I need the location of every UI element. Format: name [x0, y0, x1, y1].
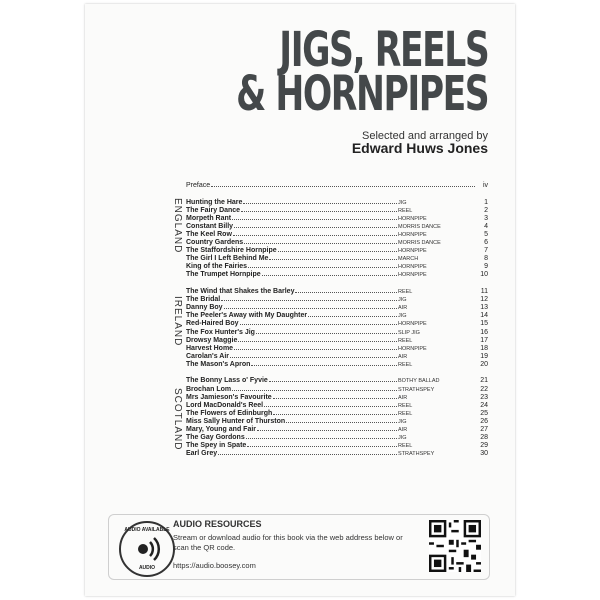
toc-page: 27 [480, 426, 488, 434]
toc-title: Carolan's Air [186, 352, 230, 360]
toc-page: 22 [480, 385, 488, 393]
badge-top-text: AUDIO AVAILABLE [124, 527, 170, 533]
toc-row [186, 223, 488, 231]
toc-title: The Keel Row [186, 230, 232, 238]
toc-type: MORRIS DANCE [398, 240, 441, 247]
toc-page: 25 [480, 409, 488, 417]
toc-type: REEL [398, 410, 413, 417]
toc-title: Mary, Young and Fair [186, 426, 257, 434]
book-title-line2: & HORNPIPES [235, 66, 488, 122]
toc-title: Lord MacDonald's Reel [186, 401, 264, 409]
toc-page: 18 [480, 344, 488, 352]
toc-title: Mrs Jamieson's Favourite [186, 393, 272, 401]
toc-page: 4 [484, 222, 488, 230]
toc-leader [269, 381, 397, 382]
toc-leader [248, 267, 397, 268]
audio-heading: AUDIO RESOURCES [173, 519, 262, 529]
toc-title: The Spey in Spate [186, 442, 247, 450]
toc-row [186, 263, 488, 271]
toc-title: The Trumpet Hornpipe [186, 271, 261, 279]
toc-leader [241, 211, 397, 212]
toc-leader [269, 259, 397, 260]
toc-type: HORNPIPE [398, 321, 427, 328]
toc-row [186, 426, 488, 434]
toc-leader [273, 398, 397, 399]
toc-title: The Mason's Apron [186, 360, 251, 368]
toc-type: HORNPIPE [398, 272, 427, 279]
toc-type: JIG [398, 418, 407, 425]
toc-type: HORNPIPE [398, 345, 427, 352]
toc-title: The Wind that Shakes the Barley [186, 288, 295, 296]
toc-row [186, 312, 488, 320]
toc-leader [234, 227, 397, 228]
toc-type: HORNPIPE [398, 215, 427, 222]
toc-type: REEL [398, 443, 413, 450]
toc-type: HORNPIPE [398, 264, 427, 271]
toc-type: SLIP JIG [398, 329, 420, 336]
toc-page: 9 [484, 263, 488, 271]
table-of-contents [186, 182, 488, 458]
toc-row [186, 434, 488, 442]
toc-page: 14 [480, 312, 488, 320]
toc-type: AIR [398, 353, 408, 360]
toc-leader [262, 275, 397, 276]
toc-row [186, 271, 488, 279]
toc-type: MORRIS DANCE [398, 223, 441, 230]
toc-row [186, 377, 488, 385]
toc-title: Country Gardens [186, 239, 244, 247]
toc-type: REEL [398, 402, 413, 409]
toc-title: The Staffordshire Hornpipe [186, 247, 277, 255]
toc-row [186, 247, 488, 255]
toc-title: Harvest Home [186, 344, 234, 352]
toc-title: Drowsy Maggie [186, 336, 238, 344]
toc-page: 17 [480, 336, 488, 344]
toc-type: REEL [398, 289, 413, 296]
toc-type: JIG [398, 199, 407, 206]
toc-title: King of the Fairies [186, 263, 248, 271]
toc-type: JIG [398, 297, 407, 304]
toc-page: 30 [480, 450, 488, 458]
toc-leader [233, 235, 397, 236]
toc-type: BOTHY BALLAD [398, 378, 440, 385]
toc-leader [232, 390, 397, 391]
audio-available-badge [119, 521, 175, 577]
toc-title: The Girl I Left Behind Me [186, 255, 269, 263]
toc-leader [218, 454, 397, 455]
toc-leader [278, 251, 397, 252]
toc-leader [224, 308, 397, 309]
audio-url-link[interactable]: https://audio.boosey.com [173, 561, 256, 570]
toc-row [186, 239, 488, 247]
toc-page: 24 [480, 401, 488, 409]
toc-leader [273, 414, 397, 415]
toc-page: 15 [480, 320, 488, 328]
toc-title: The Fairy Dance [186, 206, 241, 214]
toc-page: 12 [480, 296, 488, 304]
toc-row [186, 361, 488, 369]
toc-leader [257, 430, 397, 431]
toc-row [186, 450, 488, 458]
toc-title: The Bonny Lass o' Fyvie [186, 377, 268, 385]
toc-page: 3 [484, 214, 488, 222]
toc-section-england [186, 199, 488, 280]
toc-leader [286, 422, 397, 423]
toc-page: 23 [480, 393, 488, 401]
toc-title: Red-Haired Boy [186, 320, 239, 328]
toc-title: Hunting the Hare [186, 198, 243, 206]
toc-type: HORNPIPE [398, 248, 427, 255]
toc-title: Earl Grey [186, 450, 218, 458]
toc-section-ireland [186, 288, 488, 369]
toc-title: Brochan Lom [186, 385, 232, 393]
toc-row [186, 418, 488, 426]
toc-title: Danny Boy [186, 304, 223, 312]
toc-row [186, 207, 488, 215]
audio-resources-box [108, 514, 490, 580]
toc-leader [295, 292, 397, 293]
toc-leader [243, 203, 397, 204]
toc-page: 28 [480, 434, 488, 442]
toc-page: 5 [484, 230, 488, 238]
toc-type: STRATHSPEY [398, 386, 435, 393]
toc-row [186, 353, 488, 361]
toc-type: REEL [398, 207, 413, 214]
toc-page: 6 [484, 239, 488, 247]
toc-row [186, 386, 488, 394]
toc-row [186, 304, 488, 312]
toc-page: 7 [484, 247, 488, 255]
toc-row [186, 320, 488, 328]
section-label-scotland: SCOTLAND [172, 388, 183, 451]
toc-page: 20 [480, 360, 488, 368]
toc-leader [221, 300, 397, 301]
toc-leader [240, 324, 397, 325]
qr-code-icon[interactable] [429, 520, 481, 572]
toc-leader [246, 438, 397, 439]
toc-leader [238, 341, 397, 342]
toc-type: AIR [398, 305, 408, 312]
toc-type: AIR [398, 394, 408, 401]
toc-leader [264, 406, 397, 407]
toc-page: 1 [484, 198, 488, 206]
toc-leader [211, 186, 475, 187]
toc-title: The Peeler's Away with My Daughter [186, 312, 308, 320]
toc-type: AIR [398, 427, 408, 434]
toc-row [186, 337, 488, 345]
toc-leader [244, 243, 397, 244]
toc-title: The Flowers of Edinburgh [186, 409, 273, 417]
toc-page: 29 [480, 442, 488, 450]
toc-leader [256, 333, 397, 334]
toc-leader [247, 446, 397, 447]
toc-leader [308, 316, 397, 317]
toc-page: iv [482, 182, 488, 189]
toc-page: 10 [480, 271, 488, 279]
subtitle: Selected and arranged by [362, 130, 488, 142]
toc-page: 16 [480, 328, 488, 336]
toc-row [186, 345, 488, 353]
toc-page: 21 [480, 377, 488, 385]
toc-type: REEL [398, 337, 413, 344]
toc-leader [230, 357, 397, 358]
toc-page: 19 [480, 352, 488, 360]
toc-leader [232, 219, 397, 220]
toc-type: JIG [398, 435, 407, 442]
section-label-england: ENGLAND [172, 198, 183, 254]
toc-row [186, 215, 488, 223]
toc-type: HORNPIPE [398, 231, 427, 238]
toc-row [186, 410, 488, 418]
toc-title: Constant Billy [186, 222, 234, 230]
toc-row [186, 288, 488, 296]
toc-row [186, 329, 488, 337]
toc-section-scotland [186, 377, 488, 458]
toc-type: JIG [398, 313, 407, 320]
toc-row [186, 394, 488, 402]
toc-title: The Bridal [186, 296, 221, 304]
toc-row-preface [186, 182, 488, 190]
audio-description: Stream or download audio for this book via the web address below or scan the QR code. [173, 533, 403, 552]
section-label-ireland: IRELAND [172, 296, 183, 347]
toc-leader [234, 349, 397, 350]
toc-title: The Fox Hunter's Jig [186, 328, 255, 336]
toc-page: 2 [484, 206, 488, 214]
toc-row [186, 255, 488, 263]
toc-type: REEL [398, 361, 413, 368]
toc-row [186, 199, 488, 207]
toc-row [186, 296, 488, 304]
toc-title: Miss Sally Hunter of Thurston [186, 417, 286, 425]
toc-leader [251, 365, 397, 366]
toc-type: STRATHSPEY [398, 451, 435, 458]
toc-row [186, 231, 488, 239]
toc-page: 13 [480, 304, 488, 312]
badge-bottom-text: AUDIO [138, 565, 156, 571]
toc-row [186, 442, 488, 450]
toc-row [186, 402, 488, 410]
toc-page: 11 [480, 288, 488, 296]
toc-page: 8 [484, 255, 488, 263]
toc-title: Preface [186, 182, 211, 189]
toc-page: 26 [480, 417, 488, 425]
toc-title: The Gay Gordons [186, 434, 245, 442]
author: Edward Huws Jones [351, 140, 488, 156]
book-title-line1: JIGS, REELS [278, 22, 488, 78]
toc-title: Morpeth Rant [186, 214, 232, 222]
toc-type: MARCH [398, 256, 419, 263]
